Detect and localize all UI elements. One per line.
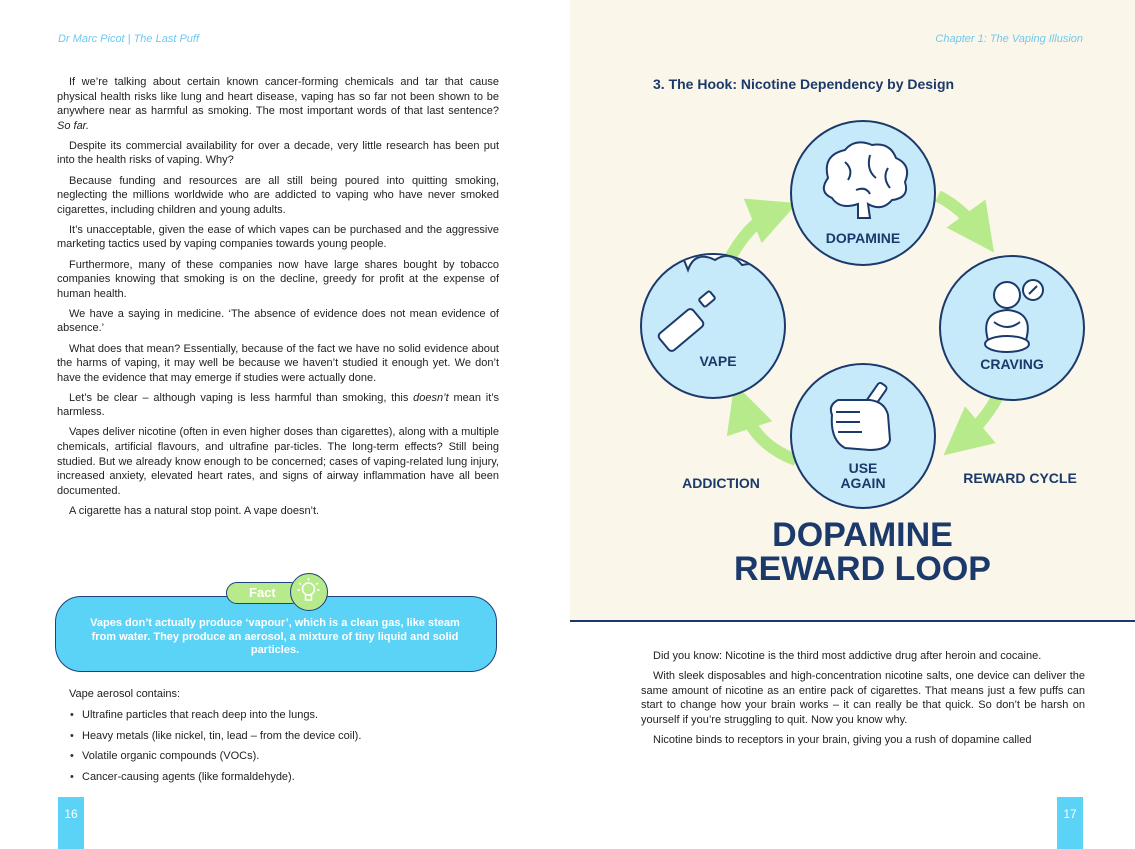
fact-label: Fact xyxy=(226,582,302,604)
running-header-right: Chapter 1: The Vaping Illusion xyxy=(935,33,1083,45)
arrow-dopamine-to-craving xyxy=(938,196,980,233)
running-header-left: Dr Marc Picot | The Last Puff xyxy=(58,33,200,45)
right-body-text xyxy=(641,649,1085,753)
arrow-use-again-to-vape xyxy=(742,406,796,460)
node-label-use: USE xyxy=(848,460,878,476)
paragraph: Furthermore, many of these companies now have large shares bought by tobacco companies knowing that smoking is on the decline, greedy for profit at the expense of human health. xyxy=(57,258,499,300)
list-item: • Heavy metals (like nickel, tin, lead – from the device coil). xyxy=(70,729,362,742)
paragraph: What does that mean? Essentially, because of the fact we have no solid evidence about the harms of vaping, it may well be because we haven’t studied it enough yet. We don’t have the evidence that may emerge if studies were actually done. xyxy=(57,342,499,384)
paragraph: If we’re talking about certain known cancer-forming chemicals and tar that cause physical health risks like lung and heart disease, vaping has so far not been shown to be anywhere near as harmful as smoking. The most important words of that last sentence? So far. xyxy=(57,76,499,132)
list-item: • Cancer-causing agents (like formaldehyde). xyxy=(70,770,295,783)
node-label-dopamine: DOPAMINE xyxy=(825,230,901,246)
paragraph: Nicotine binds to receptors in your brain, giving you a rush of dopamine called xyxy=(653,733,1032,746)
section-divider xyxy=(570,620,1135,622)
aerosol-list xyxy=(70,708,361,790)
paragraph: Because funding and resources are all still being poured into quitting smoking, neglecting the millions worldwide who are addicted to vaping who have never smoked cigarettes, including children and young adults. xyxy=(57,174,499,216)
diagram-title-line-1: DOPAMINE xyxy=(772,516,953,554)
diagram-title-line-2: REWARD LOOP xyxy=(734,550,991,588)
side-label-addiction: ADDICTION xyxy=(682,475,760,491)
paragraph: Did you know: Nicotine is the third most addictive drug after heroin and cocaine. xyxy=(653,650,1042,662)
paragraph: Let’s be clear – although vaping is less harmful than smoking, this doesn’t mean it’s harmless. xyxy=(57,391,499,419)
left-body-text xyxy=(57,75,499,524)
node-label-again: AGAIN xyxy=(840,475,886,491)
list-item: • Ultrafine particles that reach deep into the lungs. xyxy=(70,709,319,721)
paragraph: Vapes deliver nicotine (often in even higher doses than cigarettes), along with a multiple chemicals, artificial flavours, and ultrafine par-ticles. The long-term effects? Still being studied. But we already know enough to be concerned; cases of vaping-related lung injury, increased anxiety, elevated heart rates, and signs of airway inflammation have all been documented. xyxy=(57,426,499,497)
vape-node xyxy=(641,254,785,398)
side-label-reward-cycle: REWARD CYCLE xyxy=(963,470,1077,486)
section-title: 3. The Hook: Nicotine Dependency by Design xyxy=(653,76,955,92)
node-label-vape: VAPE xyxy=(699,353,737,369)
diagram-title xyxy=(700,518,1025,586)
paragraph: It’s unacceptable, given the ease of which vapes can be purchased and the aggressive marketing tactics used by vaping companies towards young people. xyxy=(57,223,499,251)
page-number-left: 16 xyxy=(58,797,84,849)
paragraph: A cigarette has a natural stop point. A vape doesn’t. xyxy=(69,504,320,517)
arrow-vape-to-dopamine xyxy=(730,212,775,258)
paragraph: Despite its commercial availability for over a decade, very little research has been put into the health risks of vaping. Why? xyxy=(57,139,499,167)
aerosol-intro: Vape aerosol contains: xyxy=(69,688,181,700)
fact-callout-text: Vapes don’t actually produce ‘vapour’, which is a clean gas, like steam from water. They produce an aerosol, a mixture of tiny liquid and solid particles. xyxy=(90,617,460,656)
page-number-right: 17 xyxy=(1057,797,1083,849)
lightbulb-icon xyxy=(290,573,328,611)
node-label-craving: CRAVING xyxy=(980,356,1044,372)
paragraph: With sleek disposables and high-concentration nicotine salts, one device can deliver the same amount of nicotine as an entire pack of cigarettes. That means just a few puffs can start to change how your brain works – it can really be that quick. So don’t be harsh on yourself if you’re struggling to quit. Now you know why. xyxy=(641,670,1085,726)
paragraph: We have a saying in medicine. ‘The absence of evidence does not mean evidence of absence.’ xyxy=(57,307,499,335)
list-item: • Volatile organic compounds (VOCs). xyxy=(70,750,260,762)
